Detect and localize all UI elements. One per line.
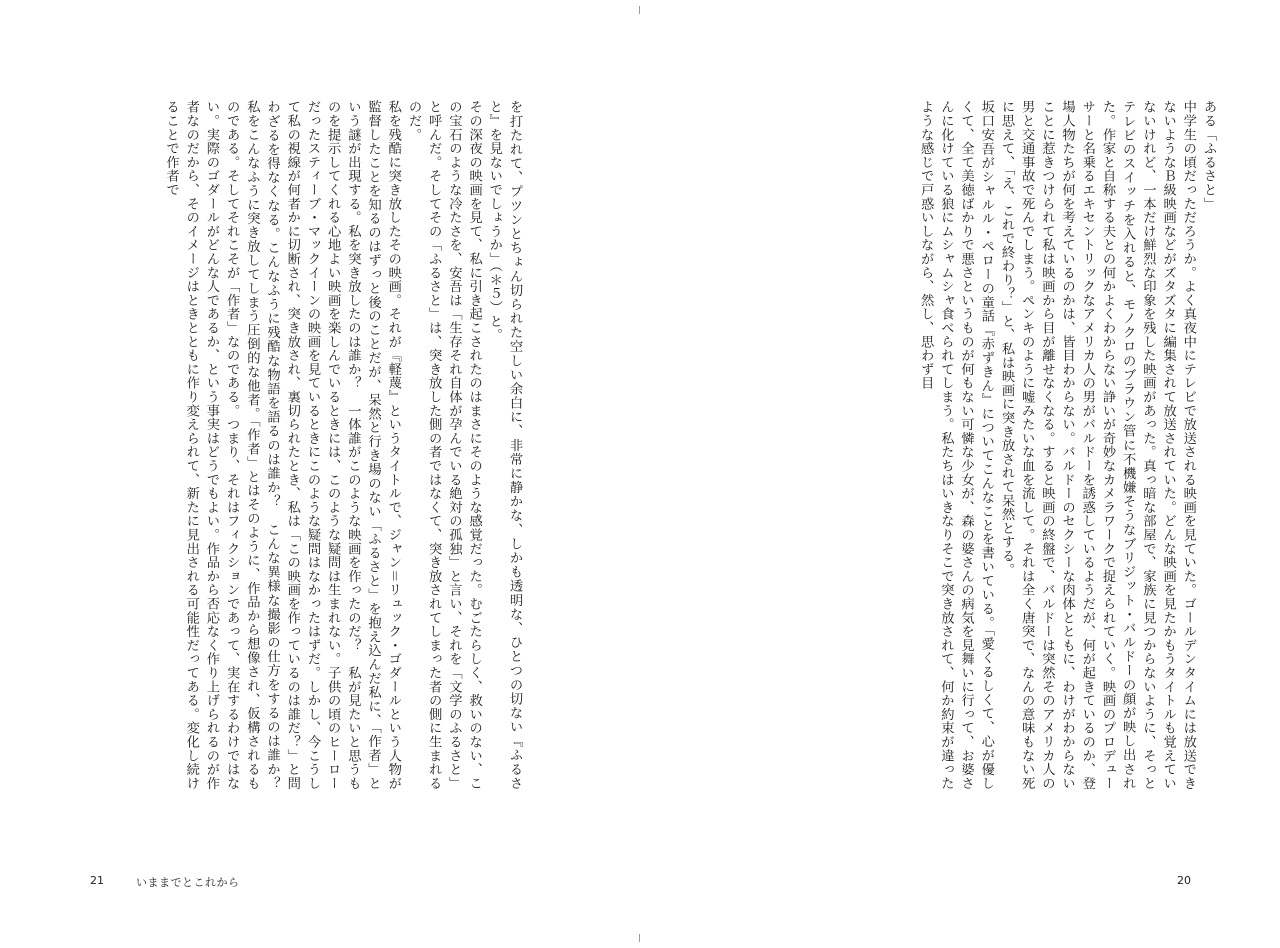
- section-heading: ある「ふるさと」: [1201, 100, 1216, 211]
- paragraph: を打たれて、プツンとちょん切られた空しい余白に、非常に静かな、しかも透明な、ひとつの切ない『ふるさと』を見ないでしょうか」（＊５）と。: [486, 100, 522, 790]
- page-number: 20: [1177, 874, 1191, 887]
- left-page-body: [88, 100, 524, 804]
- page-number: 21: [90, 874, 104, 887]
- right-page-body: [722, 100, 1218, 790]
- paragraph: 中学生の頃だっただろうか。よく真夜中にテレビで放送される映画を見ていた。ゴールデンタイムには放送できないようなＢ級映画などがズタズタに編集されて放送されていた。どんな映画を見たかもうタイトルも覚えていないけれど、一本だけ鮮烈な印象を残した映画があった。真っ暗な部屋で、家族に見つからないように、そっとテレビのスイッチを入れると、モノクロのブラウン管に不機嫌そうなブリジット・バルドーの顔が映し出された。作家と自称する夫との何かよくわからない諍いが奇妙なカメラワークで捉えられていく。映画のプロデューサーと名乗るエキセントリックなアメリカ人の男がバルドーを誘惑しているようだが、何が起きているのか、登場人物たちが何を考えているのかは、皆目わからない。バルドーのセクシーな肉体とともに、わけがわからないことに惹きつけられて私は映画から目が離せなくなる。すると映画の終盤で、バルドーは突然そのアメリカ人の男と交通事故で死んでしまう。ペンキのように嘘みたいな血を流して。それは全く唐突で、なんの意味もない死に思えて、「え、これで終わり？」と、私は映画に突き放されて呆然とする。: [998, 100, 1196, 790]
- paragraph: 坂口安吾がシャルル・ペローの童話『赤ずきん』についてこんなことを書いている。「愛くるしくて、心が優しくて、全て美徳ばかりで悪さというものが何もない可憐な少女が、森の婆さんの病気を見舞いに行って、お婆さんに化けている狼にムシャムシャ食べられてしまう。私たちはいきなりそこで突き放されて、何か約束が違ったような感じで戸惑いしながら、然し、思わず目: [918, 100, 994, 790]
- right-page: [640, 0, 1280, 948]
- running-head: いままでとこれから: [136, 876, 240, 889]
- paragraph: 私を残酷に突き放したその映画。それが『軽蔑』というタイトルで、ジャン＝リュック・ゴダールという人物が監督したことを知るのはずっと後のことだが、呆然と行き場のない「ふるさと」を抱え込んだ私に、「作者」という謎が出現する。私を突き放したのは誰か？ 一体誰がこのような映画を作ったのだ？ 私が見たいと思うものを提示してくれる心地よい映画を楽しんでいるときには、このような疑問は生まれない。子供の頃のヒーローだったスティーブ・マックイーンの映画を見ているときにこのような疑問はなかったはずだ。しかし、今こうして私の視線が何者かに切断され、突き放され、裏切られたとき、私は「この映画を作っているのは誰だ？」と問わざるを得なくなる。こんなふうに残酷な物語を語るのは誰か？ こんな異様な撮影の仕方をするのは誰か？ 私をこんなふうに突き放してしまう圧倒的な他者。「作者」とはそのように、作品から想像され、仮構されるものである。そしてそれこそが「作者」なのである。つまり、それはフィクションであって、実在するわけではない。実際のゴダールがどんな人であるか、という事実はどうでもよい。作品から否応なく作り上げられるのが作者なのだから、そのイメージはときとともに作り変えられて、新たに見出される可能性だってある。変化し続けることで作者で: [163, 100, 401, 804]
- paragraph: その深夜の映画を見て、私に引き起こされたのはまさにそのような感覚だった。むごたらしく、救いのない、この宝石のような冷たさを、安吾は「生存それ自体が孕んでいる絶対の孤独」と言い、それを「文学のふるさと」と呼んだ。そしてその「ふるさと」は、突き放した側の者ではなくて、突き放されてしまった者の側に生まれるのだ。: [405, 100, 482, 790]
